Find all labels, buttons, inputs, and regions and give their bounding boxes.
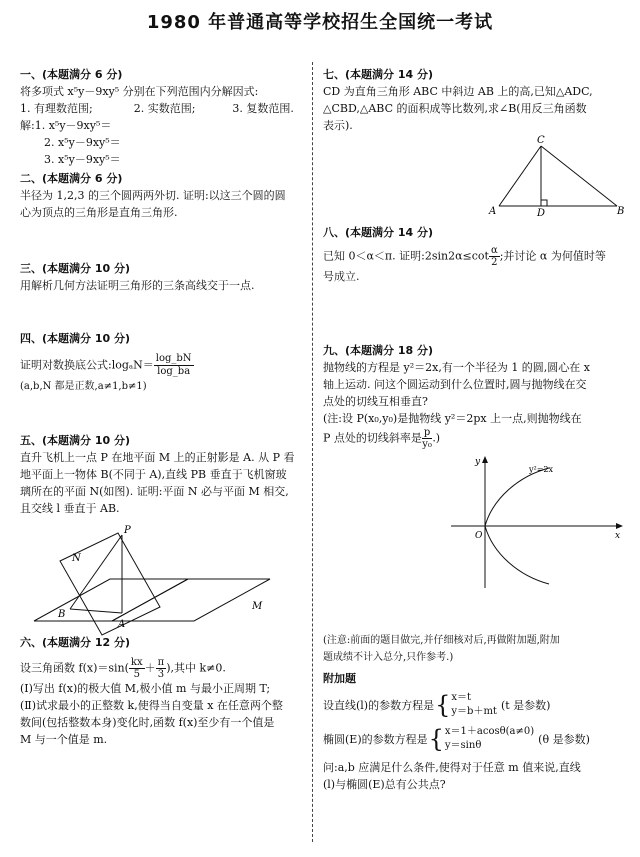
question-9 <box>323 342 623 594</box>
q8-line1-prefix: 已知 0＜α＜π. 证明:2sin2α≤cot <box>323 249 489 263</box>
q5-heading: 五、(本题满分 10 分) <box>20 434 131 447</box>
q9-label-x: x <box>615 531 621 541</box>
q4-heading: 四、(本题满分 10 分) <box>20 332 131 345</box>
q7-figure <box>323 135 625 219</box>
appendix-question-line: 问:a,b 应满足什么条件,使得对于任意 m 值来说,直线 <box>323 761 581 774</box>
q9-line: 抛物线的方程是 y²＝2x,有一个半径为 1 的圆,圆心在 x <box>323 361 591 374</box>
q1-solution-label: 解: <box>20 119 35 132</box>
appendix-heading: 附加题 <box>323 672 356 685</box>
appendix-ellipse-eq1: x＝1＋acosθ(a≠0) <box>444 726 535 737</box>
q8-line1 <box>323 245 623 268</box>
q6-frac1-den: 5 <box>133 669 140 680</box>
q2-line: 半径为 1,2,3 的三个圆两两外切. 证明:以这三个圆的圆 <box>20 189 286 202</box>
q9-label-origin: O <box>475 531 483 541</box>
q5-line: 直升飞机上一点 P 在地平面 M 上的正射影是 A. 从 P 看 <box>20 451 295 464</box>
q7-label-b: B <box>617 206 625 217</box>
question-8 <box>323 224 623 285</box>
question-7 <box>323 66 625 219</box>
question-6 <box>20 634 304 748</box>
q6-plus: ＋ <box>144 661 156 675</box>
q3-heading: 三、(本题满分 10 分) <box>20 262 131 275</box>
q6-function <box>20 657 304 680</box>
q4-note: (a,b,N 都是正数,a≠1,b≠1) <box>20 381 147 392</box>
q8-line1-suffix: ;并讨论 α 为何值时等 <box>499 249 606 263</box>
q7-side-bc <box>541 146 617 206</box>
q4-formula-prefix: 证明对数换底公式: <box>20 358 112 372</box>
q1-solution: 3. x⁵y－9xy⁵＝ <box>44 153 121 166</box>
q5-plane-m-right <box>112 579 270 621</box>
appendix-line-prefix: 设直线(l)的参数方程是 <box>323 698 435 712</box>
question-5 <box>20 432 304 631</box>
q6-line1-suffix: ),其中 k≠0. <box>166 661 226 675</box>
q6-frac2-den: 3 <box>157 669 165 680</box>
q5-line: 璃所在的平面 N(如图). 证明:平面 N 必与平面 M 相交, <box>20 485 289 498</box>
q7-label-c: C <box>537 135 545 146</box>
q1-solution: 2. x⁵y－9xy⁵＝ <box>44 136 121 149</box>
q9-line: 轴上运动. 问这个圆运动到什么位置时,圆与抛物线在交 <box>323 378 587 391</box>
q5-line: 地平面上一物体 B(不同于 A),直线 PB 垂直于飞机窗玻 <box>20 468 287 481</box>
q4-formula-lhs: logₐN＝ <box>111 358 154 372</box>
q1-solution-row <box>20 117 304 134</box>
page-title: 1980 年普通高等学校招生全国统一考试 <box>146 12 494 33</box>
q8-frac-num: α <box>490 245 498 256</box>
question-2 <box>20 170 304 221</box>
q9-note-suffix: .) <box>432 431 441 445</box>
q1-prompt: 将多项式 x⁵y－9xy⁵ 分别在下列范围内分解因式: <box>20 85 259 98</box>
appendix-line-eq: 设直线(l)的参数方程是 { x＝t y＝b＋mt (t 是参数) <box>323 691 551 719</box>
q9-graph <box>323 454 623 594</box>
appendix-note <box>323 632 623 666</box>
q7-heading: 七、(本题满分 14 分) <box>323 68 434 81</box>
q7-side-ac <box>499 146 541 206</box>
q6-frac2-num: π <box>157 657 165 668</box>
q6-line1-prefix: 设三角函数 f(x)＝sin( <box>20 661 129 675</box>
question-1 <box>20 66 304 168</box>
q9-heading: 九、(本题满分 18 分) <box>323 344 434 357</box>
question-4 <box>20 330 304 395</box>
q6-part: 数间(包括整数本身)变化时,函数 f(x)至少有一个值是 <box>20 716 275 729</box>
q5-line-pb <box>70 535 122 609</box>
q6-frac1-num: kx <box>130 657 143 668</box>
appendix-note-line: (注意:前面的题目做完,并仔细核对后,再做附加题,附加 <box>323 635 560 646</box>
q5-figure <box>20 521 304 631</box>
q1-option: 3. 复数范围. <box>232 102 294 115</box>
q9-line: (注:设 P(x₀,y₀)是抛物线 y²＝2px 上一点,则抛物线在 <box>323 412 582 425</box>
q3-line: 用解析几何方法证明三角形的三条高线交于一点. <box>20 279 255 292</box>
q5-line: 且交线 l 垂直于 AB. <box>20 502 120 515</box>
appendix-line-eq2: y＝b＋mt <box>451 706 497 717</box>
q5-plane-n <box>60 533 160 635</box>
question-3 <box>20 260 304 294</box>
q5-label-n: N <box>72 553 81 564</box>
q5-line-ab <box>70 609 122 613</box>
q2-line: 心为顶点的三角形是直角三角形. <box>20 206 178 219</box>
q1-option: 1. 有理数范围; <box>20 102 93 115</box>
q7-line: △CBD,△ABC 的面积成等比数列,求∠B(用反三角函数 <box>323 102 587 115</box>
q9-note-frac-den: y₀ <box>422 439 432 450</box>
q4-frac-den: log_ba <box>157 366 191 377</box>
q4-frac-num: log_bN <box>155 353 192 364</box>
q1-options <box>20 100 304 117</box>
appendix-question-line: (l)与椭圆(E)总有公共点? <box>323 778 446 791</box>
q9-y-arrow <box>482 456 488 463</box>
appendix-ellipse-prefix: 椭圆(E)的参数方程是 <box>323 732 428 746</box>
q6-part: M 与一个值是 m. <box>20 733 108 746</box>
q5-label-a: A <box>118 619 126 630</box>
column-divider <box>312 62 313 842</box>
q9-note-last <box>323 427 623 450</box>
q8-frac-den: 2 <box>491 257 498 268</box>
q9-line: 点处的切线互相垂直? <box>323 395 428 408</box>
q7-line: 表示). <box>323 119 353 132</box>
q8-line2: 号成立. <box>323 270 360 283</box>
q7-line: CD 为直角三角形 ABC 中斜边 AB 上的高,已知△ADC, <box>323 85 593 98</box>
q9-note-frac-num: p <box>423 427 431 438</box>
q6-heading: 六、(本题满分 12 分) <box>20 636 131 649</box>
q9-note-prefix: P 点处的切线斜率是 <box>323 431 422 445</box>
q7-label-a: A <box>489 206 497 217</box>
appendix-question <box>323 670 623 793</box>
appendix-ellipse-suffix: (θ 是参数) <box>538 732 590 746</box>
q1-solution: 1. x⁵y－9xy⁵＝ <box>34 119 112 132</box>
appendix-ellipse-eq2: y＝sinθ <box>444 740 482 751</box>
appendix-ellipse-eq: 椭圆(E)的参数方程是 { x＝1＋acosθ(a≠0) y＝sinθ (θ 是参数) <box>323 725 590 753</box>
appendix-note-line: 题成绩不计入总分,只作参考.) <box>323 652 454 663</box>
q8-heading: 八、(本题满分 14 分) <box>323 226 434 239</box>
q1-heading: 一、(本题满分 6 分) <box>20 68 123 81</box>
q5-label-m: M <box>252 601 263 612</box>
q4-formula <box>20 353 304 378</box>
q2-heading: 二、(本题满分 6 分) <box>20 172 123 185</box>
q9-label-curve: y²=2x <box>529 465 554 474</box>
q9-x-arrow <box>616 523 623 529</box>
q6-part: (Ⅱ)试求最小的正整数 k,使得当自变量 x 在任意两个整 <box>20 699 283 712</box>
q7-label-d: D <box>537 208 546 219</box>
q9-label-y: y <box>475 457 481 467</box>
appendix-line-suffix: (t 是参数) <box>500 698 551 712</box>
q1-option: 2. 实数范围; <box>133 102 196 115</box>
q5-label-p: P <box>124 525 131 536</box>
appendix-line-eq1: x＝t <box>451 692 472 703</box>
q7-right-angle-mark <box>541 200 547 206</box>
q5-label-b: B <box>58 609 66 620</box>
q6-part: (Ⅰ)写出 f(x)的极大值 M,极小值 m 与最小正周期 T; <box>20 682 271 695</box>
